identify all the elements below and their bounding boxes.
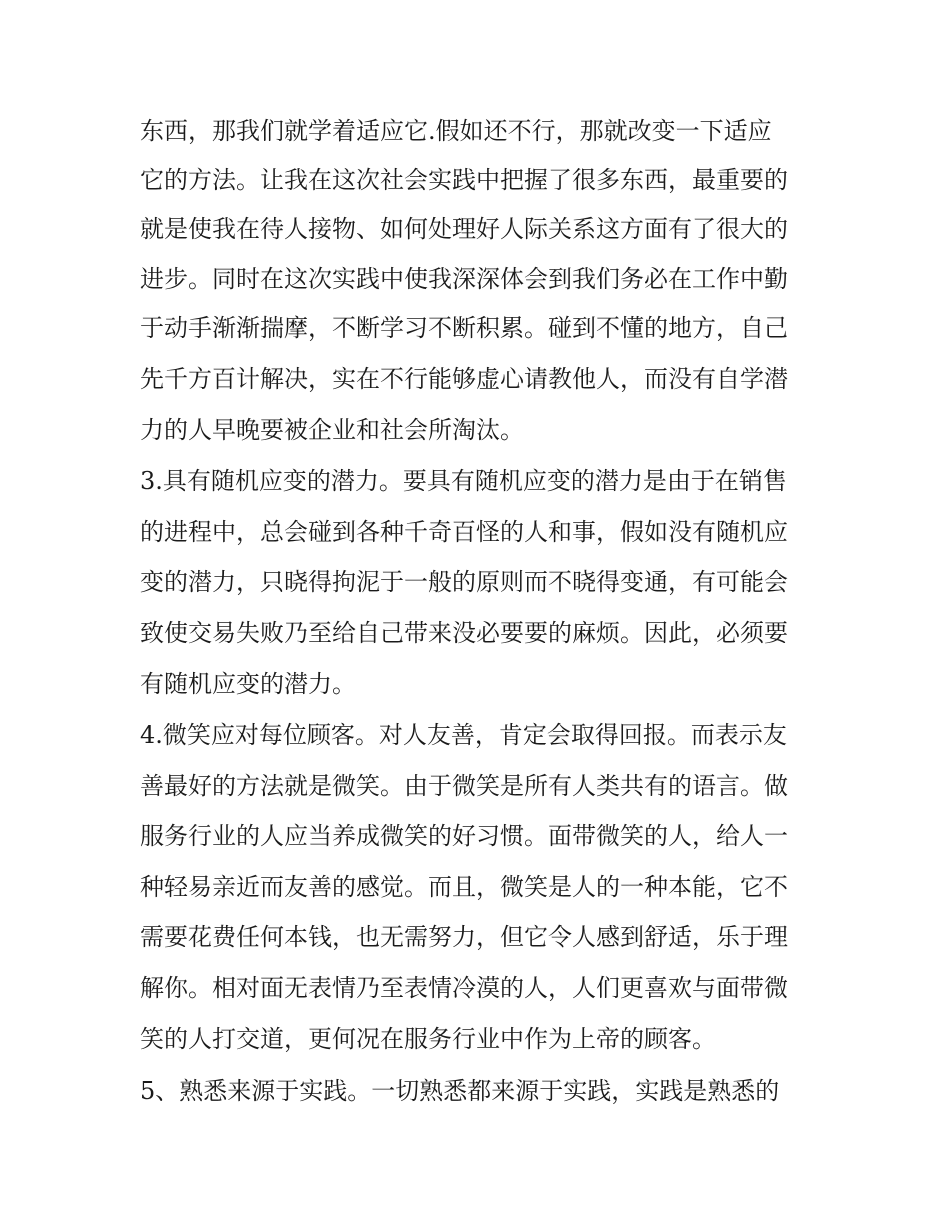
text-line: 4.微笑应对每位顾客。对人友善，肯定会取得回报。而表示友 bbox=[140, 721, 787, 749]
text-line: 种轻易亲近而友善的感觉。而且，微笑是人的一种本能，它不 bbox=[140, 873, 788, 901]
text-line: 有随机应变的潜力。 bbox=[140, 670, 356, 698]
text-line: 进步。同时在这次实践中使我深深体会到我们务必在工作中勤 bbox=[140, 265, 788, 293]
text-line: 先千方百计解决，实在不行能够虚心请教他人，而没有自学潜 bbox=[140, 365, 788, 393]
text-line: 解你。相对面无表情乃至表情冷漠的人，人们更喜欢与面带微 bbox=[140, 974, 788, 1002]
text-line: 的进程中，总会碰到各种千奇百怪的人和事，假如没有随机应 bbox=[140, 518, 788, 546]
text-line: 它的方法。让我在这次社会实践中把握了很多东西，最重要的 bbox=[140, 166, 788, 194]
text-line: 5、熟悉来源于实践。一切熟悉都来源于实践，实践是熟悉的 bbox=[140, 1077, 780, 1105]
text-line: 变的潜力，只晓得拘泥于一般的原则而不晓得变通，有可能会 bbox=[140, 568, 788, 596]
text-line: 致使交易失败乃至给自己带来没必要要的麻烦。因此，必须要 bbox=[140, 619, 788, 647]
text-line: 力的人早晚要被企业和社会所淘汰。 bbox=[140, 416, 524, 444]
text-line: 3.具有随机应变的潜力。要具有随机应变的潜力是由于在销售 bbox=[140, 467, 787, 495]
text-line: 于动手渐渐揣摩，不断学习不断积累。碰到不懂的地方，自己 bbox=[140, 314, 788, 342]
text-line: 需要花费任何本钱，也无需努力，但它令人感到舒适，乐于理 bbox=[140, 923, 788, 951]
text-line: 就是使我在待人接物、如何处理好人际关系这方面有了很大的 bbox=[140, 215, 788, 243]
text-line: 东西，那我们就学着适应它.假如还不行，那就改变一下适应 bbox=[140, 117, 772, 145]
text-line: 善最好的方法就是微笑。由于微笑是所有人类共有的语言。做 bbox=[140, 772, 788, 800]
text-line: 笑的人打交道，更何况在服务行业中作为上帝的顾客。 bbox=[140, 1025, 716, 1053]
text-line: 服务行业的人应当养成微笑的好习惯。面带微笑的人，给人一 bbox=[140, 822, 788, 850]
